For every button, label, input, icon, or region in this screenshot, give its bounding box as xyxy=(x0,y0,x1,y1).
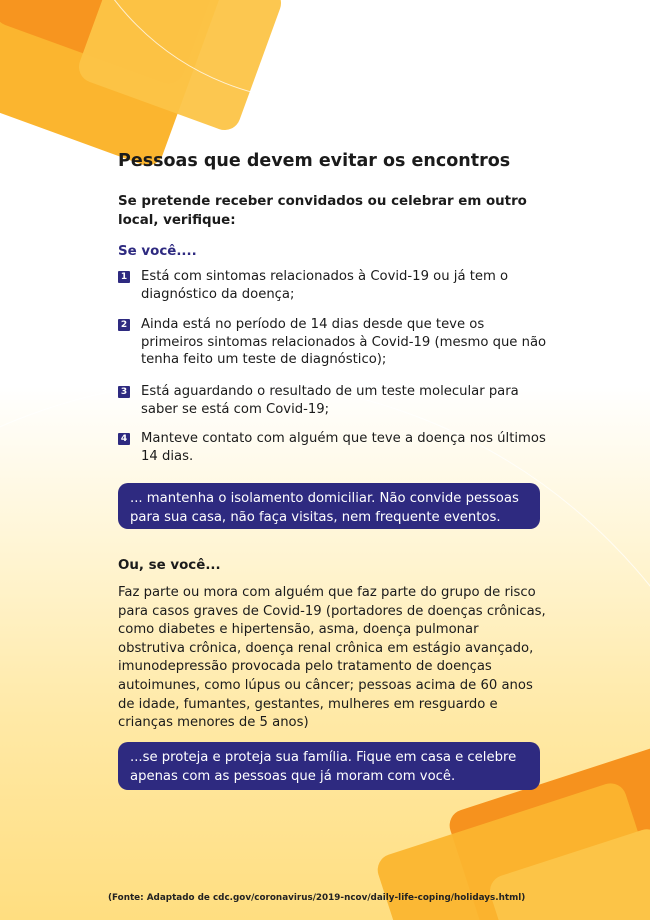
subtitle: Se pretende receber convidados ou celebrar em outro local, verifique: xyxy=(118,194,527,228)
source-citation: (Fonte: Adaptado de cdc.gov/coronavirus/2019-ncov/daily-life-coping/holidays.html) xyxy=(108,893,526,903)
list-item xyxy=(118,383,548,418)
se-voce-label: Se você.... xyxy=(118,244,197,259)
list-item-text: Manteve contato com alguém que teve a doença nos últimos 14 dias. xyxy=(141,431,546,464)
isolation-banner: ... mantenha o isolamento domiciliar. Não convide pessoas para sua casa, não faça visitas, nem frequente eventos. xyxy=(118,483,540,529)
list-item-text: Está aguardando o resultado de um teste molecular para saber se está com Covid-19; xyxy=(141,384,519,417)
list-item-text: Está com sintomas relacionados à Covid-19 ou já tem o diagnóstico da doença; xyxy=(141,269,509,302)
number-badge: 2 xyxy=(118,319,130,331)
intro-section xyxy=(118,148,548,261)
list-item xyxy=(118,316,548,369)
risk-group-paragraph: Faz parte ou mora com alguém que faz parte do grupo de risco para casos graves de Covid-19 (portadores de doenças crônicas, como diabetes e hipertensão, asma, doença pulmonar obstrutiva crônica, doença renal crônica em estágio avançado, imunodepressão provocada pelo tratamento de doenças autoimunes, como lúpus ou câncer; pessoas acima de 60 anos de idade, fumantes, gestantes, mulheres em resguardo e crianças menores de 5 anos) xyxy=(118,585,546,731)
list-item-text: Ainda está no período de 14 dias desde que teve os primeiros sintomas relacionados à Covid-19 (mesmo que não tenha feito um teste de diagnóstico); xyxy=(141,317,547,367)
protection-banner: ...se proteja e proteja sua família. Fique em casa e celebre apenas com as pessoas que já moram com você. xyxy=(118,742,540,790)
ou-se-voce-label: Ou, se você... xyxy=(118,558,221,573)
list-item xyxy=(118,268,548,303)
number-badge: 3 xyxy=(118,386,130,398)
list-item xyxy=(118,430,548,465)
page-title: Pessoas que devem evitar os encontros xyxy=(118,151,511,171)
number-badge: 1 xyxy=(118,271,130,283)
number-badge: 4 xyxy=(118,433,130,445)
